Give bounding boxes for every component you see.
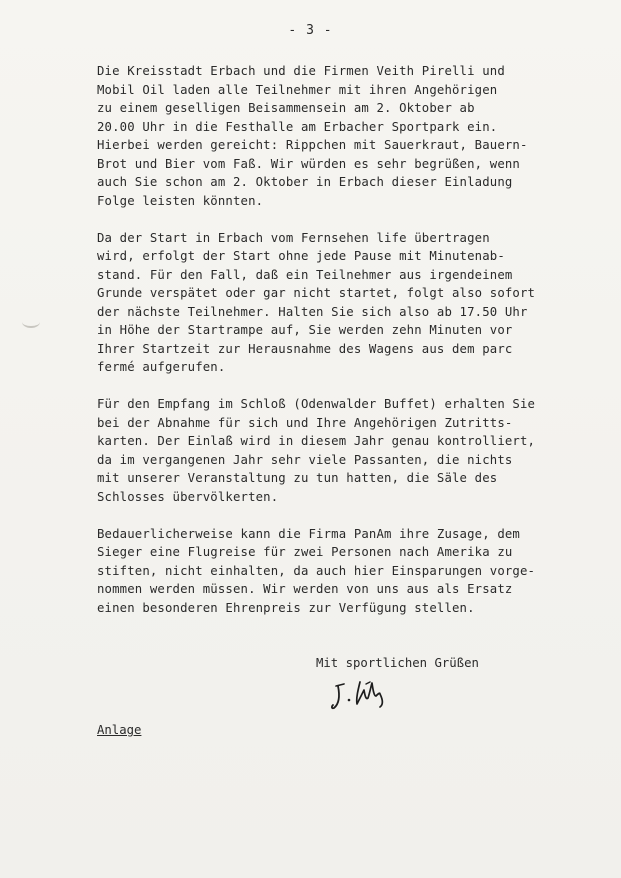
- paragraph-panam: [97, 525, 567, 618]
- text-line: fermé aufgerufen.: [97, 360, 226, 374]
- text-line: auch Sie schon am 2. Oktober in Erbach dieser Einladung: [97, 175, 513, 189]
- text-line: Grunde verspätet oder gar nicht startet, folgt also sofort: [97, 286, 536, 300]
- paragraph-invitation: [97, 62, 567, 210]
- text-line: bei der Abnahme für sich und Ihre Angehörigen Zutritts-: [97, 415, 513, 430]
- text-line: Da der Start in Erbach vom Fernsehen life übertragen: [97, 230, 490, 245]
- text-line: Bedauerlicherweise kann die Firma PanAm ihre Zusage, dem: [97, 526, 520, 541]
- text-line: Sieger eine Flugreise für zwei Personen nach Amerika zu: [97, 545, 513, 559]
- text-line: Mobil Oil laden alle Teilnehmer mit ihren Angehörigen: [97, 82, 498, 97]
- text-line: nommen werden müssen. Wir werden von uns aus als Ersatz: [97, 582, 513, 596]
- text-line: Brot und Bier vom Faß. Wir würden es sehr begrüßen, wenn: [97, 156, 520, 171]
- paragraph-start: [97, 229, 567, 377]
- text-line: Ihrer Startzeit zur Herausnahme des Wagens aus dem parc: [97, 341, 513, 356]
- paragraph-reception: [97, 395, 567, 506]
- text-line: zu einem geselligen Beisammensein am 2. Oktober ab: [97, 101, 475, 115]
- handwritten-signature: [330, 674, 410, 714]
- text-line: der nächste Teilnehmer. Halten Sie sich also ab 17.50 Uhr: [97, 304, 528, 319]
- text-line: Schlosses übervölkerten.: [97, 489, 279, 504]
- text-line: Für den Empfang im Schloß (Odenwalder Buffet) erhalten Sie: [97, 397, 536, 411]
- text-line: da im vergangenen Jahr sehr viele Passanten, die nichts: [97, 452, 513, 467]
- text-line: stand. Für den Fall, daß ein Teilnehmer aus irgendeinem: [97, 267, 513, 282]
- text-line: Hierbei werden gereicht: Rippchen mit Sauerkraut, Bauern-: [97, 138, 528, 152]
- closing-salutation: Mit sportlichen Grüßen: [316, 656, 479, 670]
- page-number: - 3 -: [288, 23, 333, 38]
- text-line: in Höhe der Startrampe auf, Sie werden zehn Minuten vor: [97, 323, 513, 337]
- letter-body: [97, 62, 567, 617]
- text-line: stiften, nicht einhalten, da auch hier Einsparungen vorge-: [97, 563, 536, 578]
- text-line: einen besonderen Ehrenpreis zur Verfügung stellen.: [97, 600, 475, 615]
- enclosure-label: Anlage: [97, 723, 142, 737]
- text-line: 20.00 Uhr in die Festhalle am Erbacher Sportpark ein.: [97, 119, 498, 134]
- text-line: Die Kreisstadt Erbach und die Firmen Veith Pirelli und: [97, 64, 505, 78]
- text-line: wird, erfolgt der Start ohne jede Pause mit Minutenab-: [97, 249, 505, 263]
- text-line: Folge leisten könnten.: [97, 193, 264, 208]
- text-line: karten. Der Einlaß wird in diesem Jahr genau kontrolliert,: [97, 434, 536, 448]
- punch-hole-mark: [22, 316, 40, 328]
- text-line: mit unserer Veranstaltung zu tun hatten, die Säle des: [97, 471, 498, 485]
